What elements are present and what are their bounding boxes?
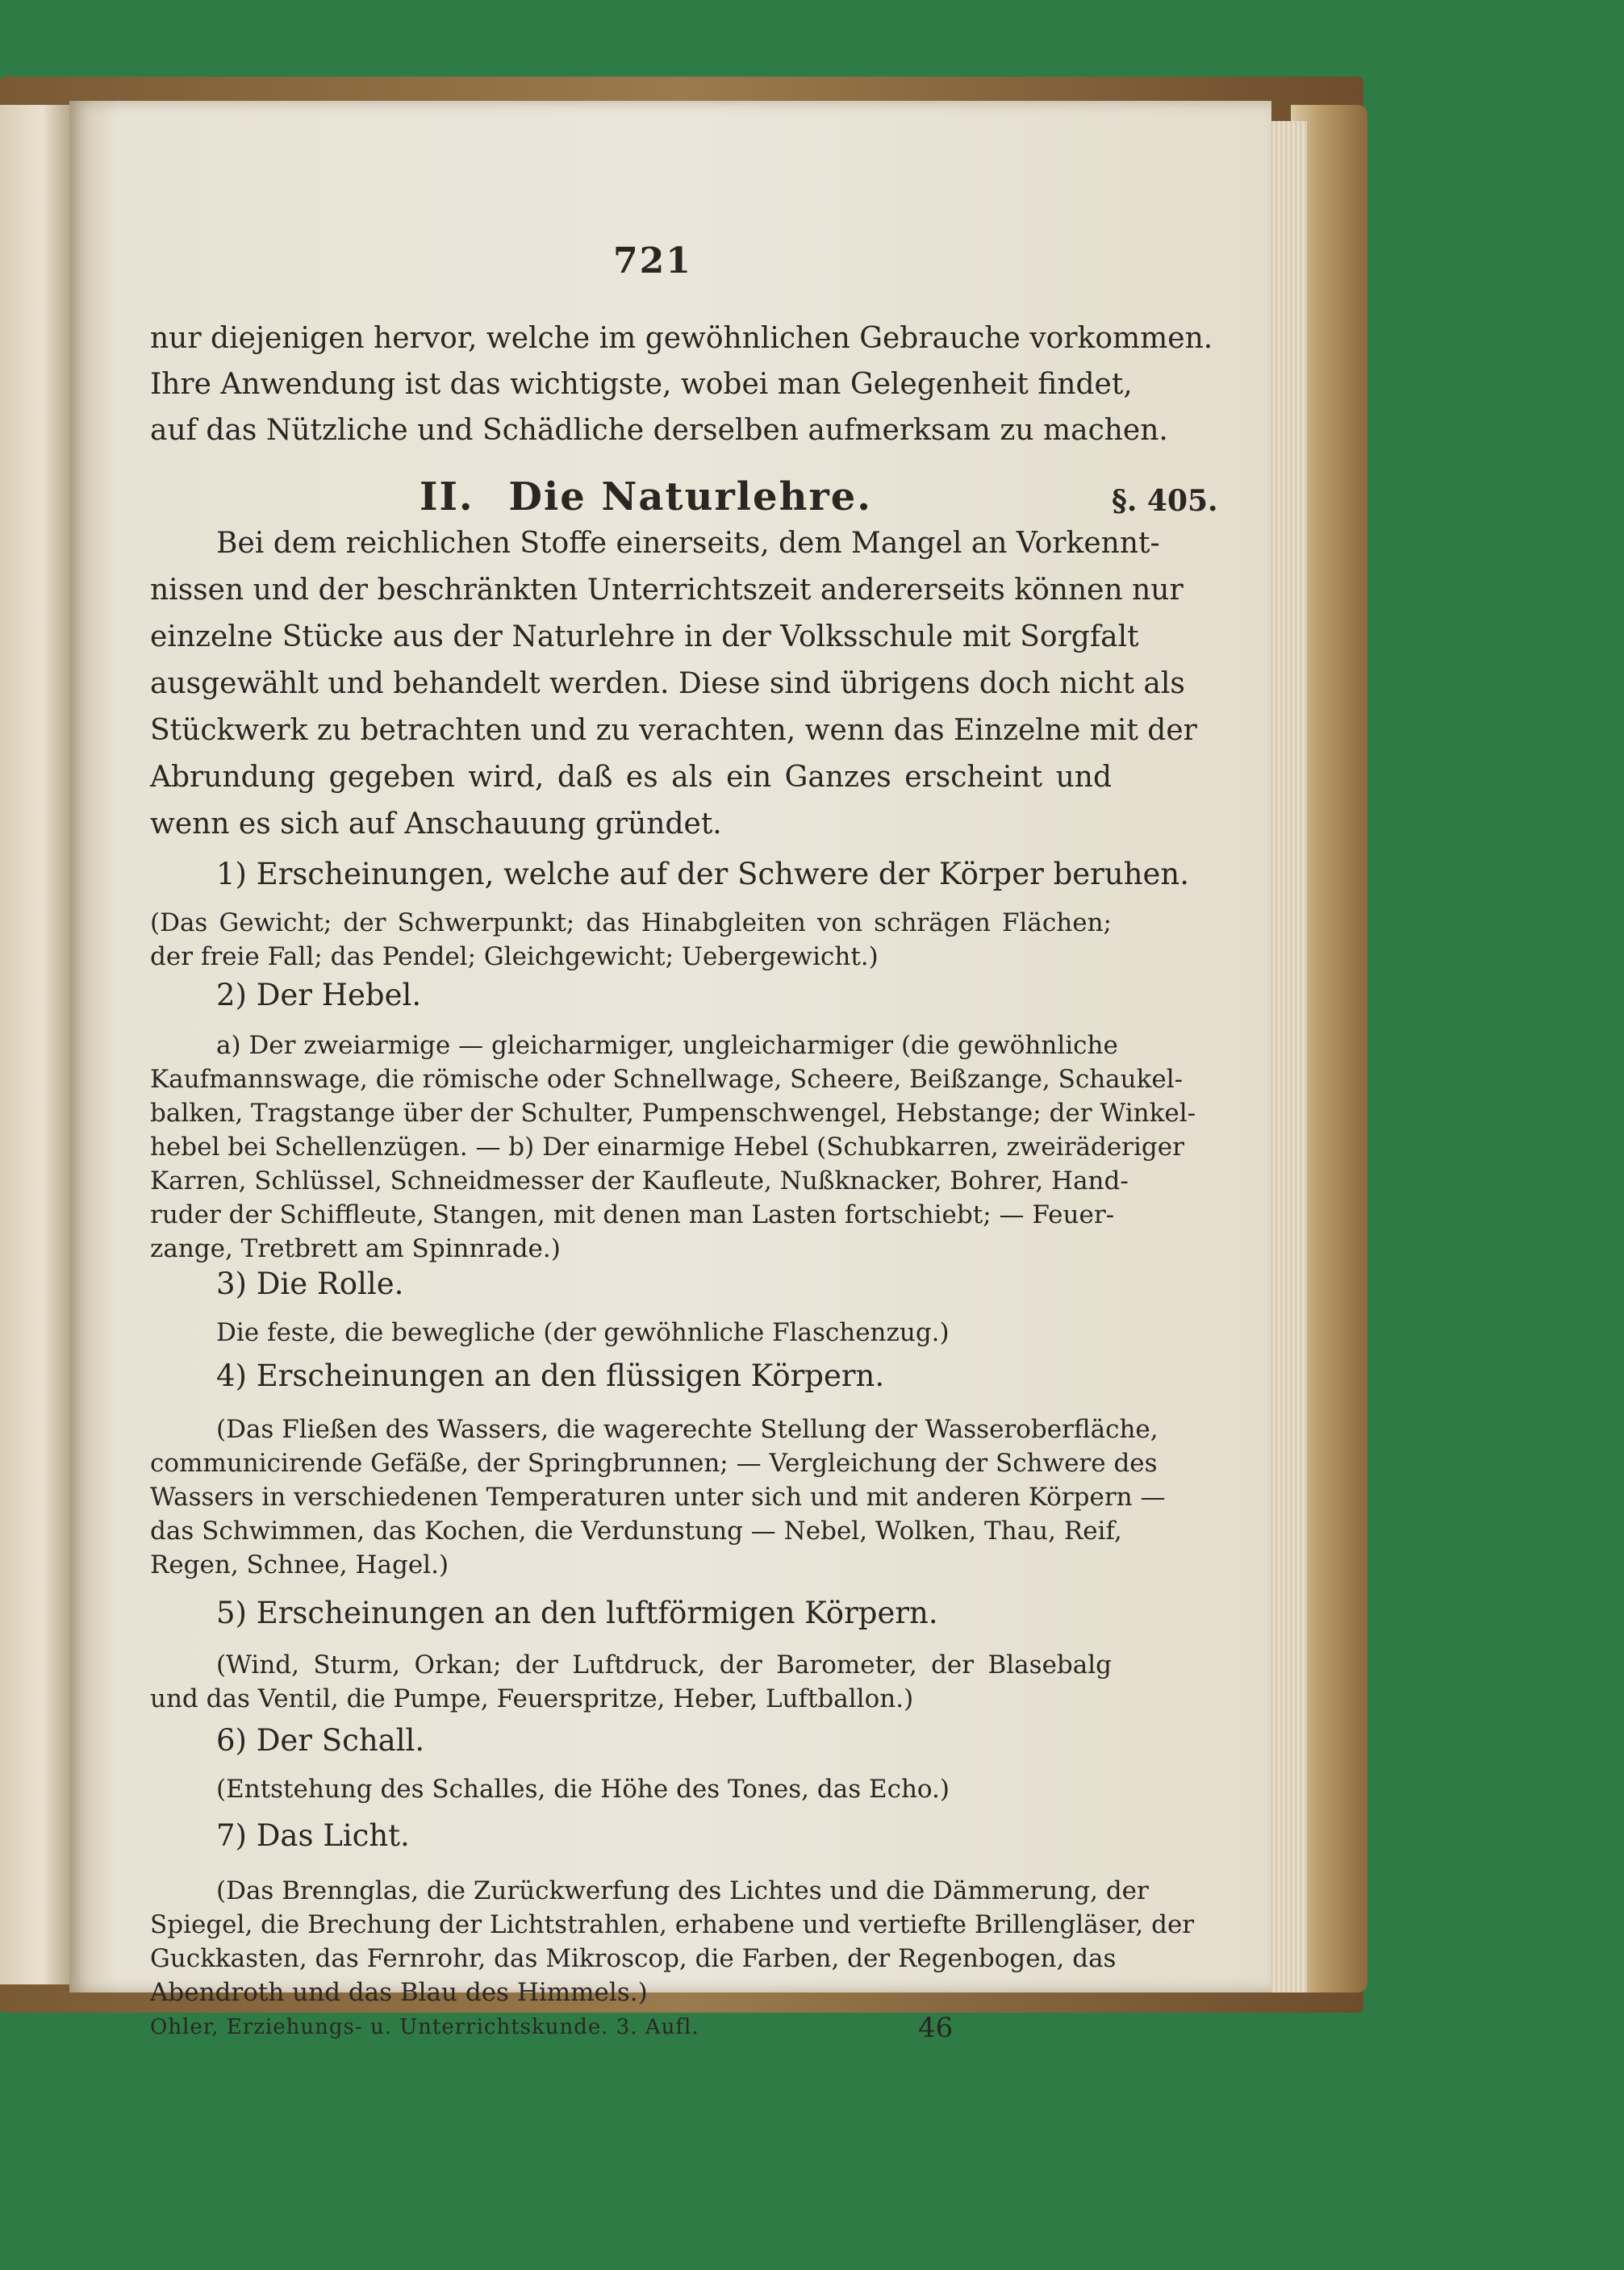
paragraph-number: §. 405. bbox=[1112, 484, 1218, 518]
item-detail-line: das Schwimmen, das Kochen, die Verdunstung — Nebel, Wolken, Thau, Reif, bbox=[150, 1517, 1122, 1546]
section-numeral: II. bbox=[420, 474, 474, 520]
body-line: Stückwerk zu betrachten und zu verachten, wenn das Einzelne mit der bbox=[150, 714, 1197, 747]
page-number: 721 bbox=[613, 240, 692, 282]
item-detail-line: hebel bei Schellenzügen. — b) Der einarmige Hebel (Schubkarren, zweiräderiger bbox=[150, 1133, 1184, 1162]
item-detail-line: (Entstehung des Schalles, die Höhe des Tones, das Echo.) bbox=[216, 1775, 950, 1804]
item-heading: 2) Der Hebel. bbox=[216, 978, 422, 1012]
item-detail-line: Die feste, die bewegliche (der gewöhnliche Flaschenzug.) bbox=[216, 1318, 950, 1347]
item-detail-line: (Wind, Sturm, Orkan; der Luftdruck, der Barometer, der Blasebalg bbox=[216, 1650, 1112, 1680]
item-detail-line: balken, Tragstange über der Schulter, Pumpenschwengel, Hebstange; der Winkel- bbox=[150, 1099, 1196, 1128]
body-line: ausgewählt und behandelt werden. Diese sind übrigens doch nicht als bbox=[150, 667, 1185, 700]
body-line: wenn es sich auf Anschauung gründet. bbox=[150, 807, 722, 841]
item-detail-line: (Das Fließen des Wassers, die wagerechte Stellung der Wasseroberfläche, bbox=[216, 1415, 1159, 1444]
footer-signature: Ohler, Erziehungs- u. Unterrichtskunde. 3. Aufl. bbox=[150, 2015, 699, 2039]
section-title: Die Naturlehre. bbox=[508, 474, 872, 520]
item-detail-line: (Das Gewicht; der Schwerpunkt; das Hinabgleiten von schrägen Flächen; bbox=[150, 908, 1112, 937]
item-detail-line: der freie Fall; das Pendel; Gleichgewicht; Uebergewicht.) bbox=[150, 942, 879, 971]
item-detail-line: communicirende Gefäße, der Springbrunnen; — Vergleichung der Schwere des bbox=[150, 1449, 1158, 1478]
item-heading: 7) Das Licht. bbox=[216, 1818, 410, 1853]
sheet-number: 46 bbox=[918, 2012, 954, 2044]
item-detail-line: Regen, Schnee, Hagel.) bbox=[150, 1550, 449, 1579]
item-detail-line: Wassers in verschiedenen Temperaturen unter sich und mit anderen Körpern — bbox=[150, 1483, 1166, 1512]
intro-line: nur diejenigen hervor, welche im gewöhnlichen Gebrauche vorkommen. bbox=[150, 322, 1213, 355]
item-heading: 1) Erscheinungen, welche auf der Schwere der Körper beruhen. bbox=[216, 857, 1190, 891]
item-heading: 4) Erscheinungen an den flüssigen Körpern. bbox=[216, 1358, 885, 1393]
item-heading: 3) Die Rolle. bbox=[216, 1266, 404, 1301]
intro-line: auf das Nützliche und Schädliche derselben aufmerksam zu machen. bbox=[150, 414, 1168, 447]
item-detail-line: zange, Tretbrett am Spinnrade.) bbox=[150, 1234, 561, 1263]
item-detail-line: Guckkasten, das Fernrohr, das Mikroscop, die Farben, der Regenbogen, das bbox=[150, 1944, 1117, 1973]
item-detail-line: Spiegel, die Brechung der Lichtstrahlen, erhabene und vertiefte Brillengläser, der bbox=[150, 1910, 1195, 1939]
item-detail-line: Kaufmannswage, die römische oder Schnellwage, Scheere, Beißzange, Schaukel- bbox=[150, 1065, 1184, 1094]
body-line: nissen und der beschränkten Unterrichtszeit andererseits können nur bbox=[150, 574, 1184, 607]
item-heading: 5) Erscheinungen an den luftförmigen Körpern. bbox=[216, 1596, 938, 1630]
item-heading: 6) Der Schall. bbox=[216, 1723, 425, 1758]
item-detail-line: und das Ventil, die Pumpe, Feuerspritze, Heber, Luftballon.) bbox=[150, 1684, 914, 1713]
body-line: Abrundung gegeben wird, daß es als ein Ganzes erscheint und bbox=[150, 761, 1112, 794]
item-detail-line: Karren, Schlüssel, Schneidmesser der Kaufleute, Nußknacker, Bohrer, Hand- bbox=[150, 1166, 1129, 1196]
body-line: Bei dem reichlichen Stoffe einerseits, dem Mangel an Vorkennt- bbox=[216, 527, 1160, 560]
item-detail-line: Abendroth und das Blau des Himmels.) bbox=[150, 1978, 648, 2007]
item-detail-line: ruder der Schiffleute, Stangen, mit denen man Lasten fortschiebt; — Feuer- bbox=[150, 1200, 1115, 1229]
intro-line: Ihre Anwendung ist das wichtigste, wobei man Gelegenheit findet, bbox=[150, 368, 1133, 401]
section-heading bbox=[420, 474, 872, 520]
item-detail-line: a) Der zweiarmige — gleicharmiger, ungleicharmiger (die gewöhnliche bbox=[216, 1031, 1118, 1060]
item-detail-line: (Das Brennglas, die Zurückwerfung des Lichtes und die Dämmerung, der bbox=[216, 1876, 1149, 1905]
body-line: einzelne Stücke aus der Naturlehre in der Volksschule mit Sorgfalt bbox=[150, 620, 1139, 653]
